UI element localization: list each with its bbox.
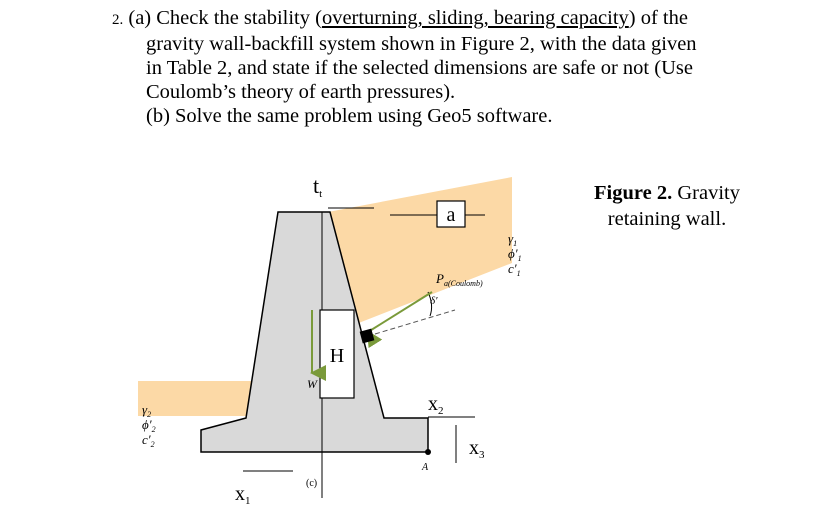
foundation-phi: $\phi'_2$ <box>142 417 156 434</box>
figure-part-label: (c) <box>306 478 318 489</box>
part-a-underlined: overturning, sliding, bearing capacity <box>321 7 629 29</box>
foundation-gamma: $\gamma_2$ <box>142 402 152 419</box>
h-label: H <box>329 345 345 367</box>
question-line-3: in Table 2, and state if the selected dimensions are safe or not (Use <box>146 57 693 79</box>
caption-text-2: retaining wall. <box>607 208 727 230</box>
x3-label: $x_3$ <box>469 437 485 461</box>
question-part-b: (b) Solve the same problem using Geo5 software. <box>146 105 553 127</box>
caption-text-1: Gravity <box>672 182 740 204</box>
weight-label: W <box>307 377 317 391</box>
point-a-label: A <box>422 462 429 473</box>
backfill-gamma: $\gamma_1$ <box>508 231 518 248</box>
a-label: a <box>446 204 456 226</box>
x2-label: $x_2$ <box>428 393 444 417</box>
pa-dashed-line <box>375 310 455 334</box>
delta-label: δ′ <box>430 295 438 307</box>
point-a-marker <box>425 449 431 455</box>
question-line-2: gravity wall-backfill system shown in Figure 2, with the data given <box>146 33 697 55</box>
top-width-label: tt <box>313 173 323 200</box>
backfill-c: $c'_1$ <box>508 261 521 278</box>
x1-label: $x_1$ <box>235 483 251 507</box>
foundation-soil-left <box>138 381 256 416</box>
question-line-4: Coulomb’s theory of earth pressures). <box>146 81 456 103</box>
pa-label: $P_{a(Coulomb)}$ <box>436 271 483 288</box>
question-number: 2. <box>112 12 124 28</box>
part-a-prefix: (a) Check the stability ( <box>128 7 322 29</box>
backfill-phi: $\phi'_1$ <box>508 246 522 263</box>
part-a-suffix: ) of the <box>628 7 688 29</box>
foundation-c: $c'_2$ <box>142 432 155 449</box>
caption-label: Figure 2. <box>594 182 673 204</box>
